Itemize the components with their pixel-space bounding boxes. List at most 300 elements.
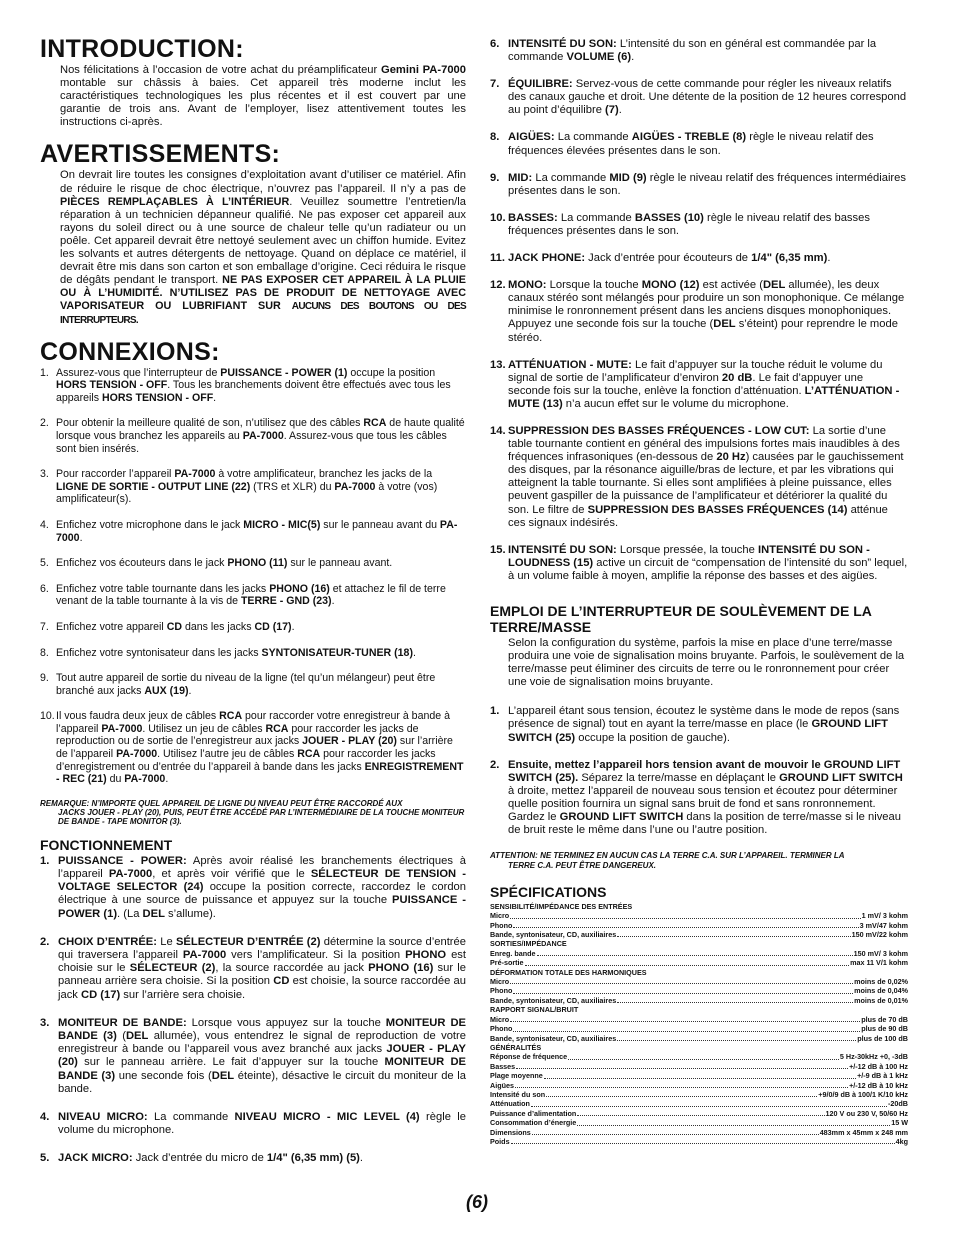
item-text xyxy=(508,359,908,411)
spec-row xyxy=(490,1128,908,1137)
spec-label: Puissance d’alimentation xyxy=(490,1108,577,1118)
bold-text: SÉLECTEUR DE TENSION - VOLTAGE SELECTOR (24) xyxy=(58,867,466,894)
spec-row xyxy=(490,911,908,920)
bold-text: 20 Hz xyxy=(716,451,746,464)
text-run: ) causées par le gauchissement des disques, par la résonance aiguille/bras de lecture, et par les vibrations qui atteignent la table tournante. Si elles sont amplifiées à pleine puissance, elles peuvent gaspiller de la puissance de l’amplificateur et détériorer la qualité du son. Le filtre de xyxy=(508,451,904,516)
spec-label: Pré-sortie xyxy=(490,958,524,968)
item-number: 10. xyxy=(40,710,55,723)
spec-group-title: GÉNÉRALITÉS xyxy=(490,1042,542,1052)
spec-value: moins de 0,01% xyxy=(854,995,908,1005)
text-run: s’éteint) pour reprendre le mode stéréo. xyxy=(508,318,898,344)
text-run: règle le niveau relatif des basses fréquences présentes dans le son. xyxy=(508,211,870,237)
text-run: La commande xyxy=(147,1110,235,1123)
connexion-step xyxy=(40,557,466,570)
text-run: sur l’arrière de l’appareil xyxy=(56,735,453,761)
spec-value: max 11 V/1 kohm xyxy=(850,958,908,968)
bold-text: JACK PHONE: xyxy=(508,252,586,265)
item-text xyxy=(508,705,908,744)
text-run: . xyxy=(188,684,192,697)
text-run: . xyxy=(631,51,635,64)
item-text xyxy=(56,417,466,455)
dot-leader xyxy=(617,930,850,937)
text-run: s’allume). xyxy=(164,907,216,920)
bold-text: MONO: xyxy=(508,279,547,292)
spec-label: Consommation d’énergie xyxy=(490,1118,577,1128)
connexion-step xyxy=(40,583,466,608)
item-text xyxy=(508,131,908,157)
operation-step xyxy=(40,1017,466,1096)
text-run: . xyxy=(359,1152,364,1165)
spec-row xyxy=(490,1090,908,1099)
item-text xyxy=(508,172,908,198)
text-run: dans les jacks xyxy=(182,620,255,633)
bold-text: PA-7000 xyxy=(334,480,376,493)
bold-text: PHONO (16) xyxy=(368,962,434,975)
text-run: est activée ( xyxy=(699,279,763,292)
text-run: . xyxy=(827,252,831,265)
dot-leader xyxy=(617,1034,856,1041)
dot-leader xyxy=(532,1128,819,1135)
bold-text: NE PAS EXPOSER CET APPAREIL À LA PLUIE OU À L’HUMIDITÉ. N’UTILISEZ PAS DE PRODUIT DE NETTOYAGE AVEC VAPORISATEUR OU LUBRIFIANT SUR xyxy=(60,274,467,313)
text-run: . Veuillez soumettre l’entretien/la réparation à un technicien dépanneur qualifié. Ne pas exposer cet appareil aux rayons du soleil direct ou à une source de chaleur telle qu’un radiateur ou un poêle. Cet appareil devrait être nettoyé seulement avec un chiffon humide. Evitez les solvants et autres détergents de nettoyage. Quand on déplace ce matériel, il devrait être mis dans son carton et son emballage d’origine. Ceci réduira le risque de dégâts pendant le transport. xyxy=(60,195,466,287)
item-number: 6. xyxy=(40,582,49,595)
dot-leader xyxy=(544,1071,856,1078)
bold-text: AUX (19) xyxy=(144,684,189,697)
text-run: Enfichez votre syntonisateur dans les jacks xyxy=(56,646,262,659)
bold-text: DEL xyxy=(211,1069,235,1082)
spec-value: +/-12 dB à 10 kHz xyxy=(849,1080,908,1090)
spec-group-title: RAPPORT SIGNAL/BRUIT xyxy=(490,1005,579,1015)
operation-step xyxy=(40,855,466,921)
text-run: On devrait lire toutes les consignes d’exploitation avant d’utiliser ce matériel. Afin de réduire le risque de choc électrique, n’ouvrez pas l’appareil. Il n’y a pas de xyxy=(60,169,466,195)
bold-text: PA-7000 xyxy=(108,867,153,880)
text-run: L’intensité du son en général est commandée par la commande xyxy=(508,38,877,64)
item-text xyxy=(58,1017,466,1096)
item-number: 1. xyxy=(490,705,500,718)
item-number: 10. xyxy=(490,211,506,224)
remark-line-2: JACKS JOUER - PLAY (20), PUIS, PEUT ÊTRE ACCÉDÉ PAR L’INTERMÉDIAIRE DE LA TOUCHE MONITEUR DE BANDE - TAPE MONITOR (3). xyxy=(58,808,465,827)
text-run: Il vous faudra deux jeux de câbles xyxy=(56,710,220,723)
dot-leader xyxy=(510,977,853,984)
spec-row xyxy=(490,986,908,995)
bold-text: PHONO xyxy=(405,948,447,961)
dot-leader xyxy=(513,921,858,928)
text-run: (TRS et XLR) du xyxy=(250,480,335,493)
text-run: . Utilisez l’autre jeu de câbles xyxy=(157,748,298,761)
bold-text: (7) xyxy=(605,104,619,117)
text-run: , et après voir vérifié que le xyxy=(152,867,311,880)
text-run: règle le niveau relatif des fréquences élevées présentes dans le son. xyxy=(508,131,874,157)
control-description xyxy=(490,38,908,64)
bold-text: PUISSANCE - POWER (1) xyxy=(220,366,348,379)
item-number: 13. xyxy=(490,358,506,371)
bold-text: HORS TENSION - OFF xyxy=(56,379,168,392)
bold-text: RCA xyxy=(297,748,321,761)
text-run: Lorsque la touche xyxy=(546,279,642,292)
bold-text: MID (9) xyxy=(609,171,647,184)
text-run: est choisie sur le xyxy=(58,948,466,975)
text-run: . Utilisez un jeu de câbles xyxy=(142,722,266,735)
ground-lift-steps xyxy=(490,705,908,837)
item-number: 9. xyxy=(490,171,500,184)
spec-value: +/-12 dB à 100 Hz xyxy=(849,1061,908,1071)
bold-text: INTENSITÉ DU SON - LOUDNESS (15) xyxy=(508,543,870,569)
spec-value: plus de 90 dB xyxy=(861,1024,908,1034)
bold-text: 20 dB xyxy=(721,371,753,384)
text-run: active un circuit de “compensation de l’intensité du son” lequel, à un volume faible à moyen, amplifie la réponse des basses et des aigües. xyxy=(508,556,908,582)
intro-heading: INTRODUCTION: xyxy=(40,35,244,63)
text-run: La commande xyxy=(554,131,632,144)
control-description xyxy=(490,359,908,411)
spec-row xyxy=(490,958,908,967)
bold-text: BASSES: xyxy=(508,211,558,224)
bold-text: RCA xyxy=(363,417,387,430)
spec-label: Phono xyxy=(490,1024,513,1034)
dot-leader xyxy=(577,1109,824,1116)
control-description xyxy=(490,252,908,265)
control-description xyxy=(490,131,908,157)
spec-row xyxy=(490,1015,908,1024)
dot-leader xyxy=(577,1118,890,1125)
dot-leader xyxy=(546,1090,817,1097)
bold-text: 1/4" (6,35 mm) xyxy=(751,252,828,265)
dot-leader xyxy=(516,1062,848,1069)
item-text xyxy=(58,1152,363,1165)
spec-row xyxy=(490,1062,908,1071)
text-run: à votre amplificateur, branchez les jacks de la xyxy=(215,468,433,481)
bold-text: GROUND LIFT SWITCH xyxy=(779,771,903,784)
spec-row xyxy=(490,996,908,1005)
bold-text: RCA xyxy=(265,722,289,735)
bold-text: PA-7000 xyxy=(174,468,216,481)
item-number: 3. xyxy=(40,468,49,481)
remark-line-1: REMARQUE: N’IMPORTE QUEL APPAREIL DE LIGNE DU NIVEAU PEUT ÊTRE RACCORDÉ AUX xyxy=(40,798,403,808)
item-text xyxy=(58,855,466,921)
text-run: pour raccorder votre enregistreur à bande à l’appareil xyxy=(56,710,450,735)
item-text xyxy=(508,759,908,838)
bold-text: 1/4" (6,35 mm) (5) xyxy=(266,1152,360,1165)
spec-value: plus de 100 dB xyxy=(857,1033,908,1043)
bold-text: PA-7000 xyxy=(124,773,166,786)
item-text xyxy=(508,78,908,117)
text-run: Tout autre appareil de sortie du niveau de la ligne (tel qu’un mélangeur) peut être branché aux jacks xyxy=(56,672,436,697)
spec-value: 483mm x 45mm x 248 mm xyxy=(819,1127,908,1137)
item-text xyxy=(56,621,466,634)
spec-value: 3 mV/47 kohm xyxy=(859,920,908,930)
bold-text: DEL xyxy=(142,907,165,920)
item-number: 14. xyxy=(490,424,506,437)
text-run: Enfichez vos écouteurs dans le jack xyxy=(56,557,228,570)
intro-text xyxy=(40,64,466,129)
text-run: , la source raccordée au jack xyxy=(215,962,369,975)
operation-step xyxy=(40,936,466,1002)
spec-label: Micro xyxy=(490,1014,510,1024)
item-text xyxy=(56,672,466,697)
bold-text: CHOIX D’ENTRÉE: xyxy=(58,935,157,948)
spec-label: Micro xyxy=(490,911,510,921)
text-run: . xyxy=(618,104,622,117)
dot-leader xyxy=(510,1015,860,1022)
text-run: est choisie, la source raccordée au jack xyxy=(58,975,466,1001)
item-text xyxy=(56,367,466,405)
item-number: 1. xyxy=(40,366,49,379)
bold-text: ATTÉNUATION - MUTE: xyxy=(508,358,632,371)
bold-text: SUPPRESSION DES BASSES FRÉQUENCES - LOW CUT: xyxy=(508,424,810,437)
bold-text: MID: xyxy=(508,171,533,184)
control-description xyxy=(490,425,908,530)
item-number: 2. xyxy=(40,935,50,948)
spec-label: Enreg. bande xyxy=(490,948,536,958)
bold-text: SYNTONISATEUR-TUNER (18) xyxy=(261,646,413,659)
bold-text: JACK MICRO: xyxy=(58,1152,133,1165)
text-run: . xyxy=(291,620,295,633)
text-run: pour raccorder les jacks de reproduction ou de sortie de l’enregistreur aux jacks xyxy=(56,722,419,748)
bold-text: SUPPRESSION DES BASSES FRÉQUENCES (14) xyxy=(587,503,848,516)
text-run: vers l’amplificateur. Si la position xyxy=(226,948,406,961)
bold-text: ÉQUILIBRE: xyxy=(508,78,573,91)
text-run: . Assurez-vous que tous les câbles sont bien insérés. xyxy=(56,429,447,455)
text-run: Enfichez votre table tournante dans les jacks xyxy=(56,582,270,595)
item-number: 8. xyxy=(40,646,49,659)
spec-label: Intensité du son xyxy=(490,1089,546,1099)
item-text xyxy=(56,647,466,660)
connexion-step xyxy=(40,367,466,405)
spec-label: Atténuation xyxy=(490,1099,530,1109)
text-run: à droite, mettez l’appareil de nouveau sous tension et écoutez pour déterminer quelle position fournira un signal sans bruit de fond et sans ronronnement. Gardez le xyxy=(508,784,898,824)
bold-text: PHONO (11) xyxy=(227,557,288,570)
text-run: . xyxy=(213,391,217,404)
dot-leader xyxy=(568,1052,839,1059)
spec-label: Phono xyxy=(490,920,513,930)
text-run: La sortie d’une table tournante contient en général des impulsions fortes mais inaudibles à des fréquences infrasoniques (en-dessous de xyxy=(508,424,900,464)
spec-label: Basses xyxy=(490,1061,516,1071)
item-number: 5. xyxy=(40,1152,50,1165)
connexions-list xyxy=(40,367,466,786)
text-run: éteinte), désactive le circuit du moniteur de la bande. xyxy=(58,1069,466,1095)
text-run: sur l’arrière sera choisie. xyxy=(120,988,246,1001)
item-number: 2. xyxy=(490,758,500,771)
text-run: . (La xyxy=(117,907,143,920)
bold-text: RCA xyxy=(219,710,243,723)
dot-leader xyxy=(515,1081,848,1088)
warnings-heading: AVERTISSEMENTS: xyxy=(40,140,281,169)
text-run: sur le panneau arrière sera choisie. Si la position xyxy=(58,962,466,988)
item-text xyxy=(56,557,466,570)
bold-text: HORS TENSION - OFF xyxy=(101,391,214,404)
bold-text: MONITEUR DE BANDE (3) xyxy=(58,1056,466,1082)
spec-label: Réponse de fréquence xyxy=(490,1052,568,1062)
text-run: règle le niveau relatif des fréquences intermédiaires présentes dans le son. xyxy=(508,171,906,197)
text-run: . xyxy=(79,531,83,544)
bold-text: TERRE - GND (23) xyxy=(240,595,332,608)
connexion-step xyxy=(40,710,466,786)
bold-text: DEL xyxy=(713,318,736,331)
control-description xyxy=(490,172,908,198)
text-run: Assurez-vous que l’interrupteur de xyxy=(56,366,221,379)
bold-text: MONITEUR DE BANDE (3) xyxy=(58,1016,466,1042)
spec-value: plus de 70 dB xyxy=(861,1014,908,1024)
text-run: Le xyxy=(156,935,176,948)
fonctionnement-heading: FONCTIONNEMENT xyxy=(40,836,173,853)
connexion-step xyxy=(40,621,466,634)
text-run: du xyxy=(106,773,125,786)
bold-text: SÉLECTEUR (2) xyxy=(129,962,216,975)
spec-row xyxy=(490,1118,908,1127)
bold-text: NIVEAU MICRO - MIC LEVEL (4) xyxy=(234,1110,420,1123)
bold-text: INTENSITÉ DU SON: xyxy=(508,543,617,556)
bold-text: PA-7000 xyxy=(101,722,143,735)
bold-text: PA-7000 xyxy=(182,948,227,961)
text-run: montable sur châssis à baies. Cet appareil très moderne inclut les caractéristiques technologiques les plus récentes et il est couvert par une garantie de trois ans. Avant de l’employer, lisez attentivement toutes les instructions ci-après. xyxy=(60,77,466,129)
bold-text: PA-7000 xyxy=(116,748,158,761)
bold-text: PUISSANCE - POWER: xyxy=(58,854,187,867)
operation-step xyxy=(40,1152,466,1165)
spec-row xyxy=(490,1081,908,1090)
dot-leader xyxy=(531,1099,887,1106)
bold-text: LIGNE DE SORTIE - OUTPUT LINE (22) xyxy=(56,480,251,493)
spec-row xyxy=(490,977,908,986)
text-run: . Tous les branchements doivent être effectués avec tous les appareils xyxy=(56,379,451,404)
dot-leader xyxy=(617,996,853,1003)
spec-group-title: SENSIBILITÉ/IMPÉDANCE DES ENTRÉES xyxy=(490,901,633,911)
item-text xyxy=(508,425,908,530)
text-run: dans la position de terre/masse si le niveau de bruit reste le même dans l’une ou l’autre position. xyxy=(508,811,901,837)
ground-lift-heading: EMPLOI DE L’INTERRUPTEUR DE SOULÈVEMENT DE LA TERRE/MASSE xyxy=(490,603,872,635)
bold-text: DEL xyxy=(125,1029,149,1042)
spec-row xyxy=(490,1099,908,1108)
dot-leader xyxy=(525,958,850,965)
item-text xyxy=(56,468,466,506)
text-run: . xyxy=(331,595,335,608)
spec-label: Dimensions xyxy=(490,1127,531,1137)
spec-row xyxy=(490,1052,908,1061)
bold-text: SÉLECTEUR D’ENTRÉE (2) xyxy=(175,935,321,948)
bold-text: PA-7000 xyxy=(56,518,458,544)
connexion-step xyxy=(40,647,466,660)
text-run: occupe la position xyxy=(347,366,436,379)
bold-text: MICRO - MIC(5) xyxy=(243,518,321,531)
text-run: . Le fait d’appuyer une seconde fois sur la touche, enlève la fonction d’atténuation. xyxy=(508,371,864,397)
item-text xyxy=(56,710,466,786)
spec-row xyxy=(490,1034,908,1043)
item-number: 15. xyxy=(490,543,506,556)
bold-text: JOUER - PLAY (20) xyxy=(58,1043,466,1069)
text-run: ( xyxy=(116,1029,126,1042)
spec-label: Micro xyxy=(490,977,510,987)
bold-text: NIVEAU MICRO: xyxy=(58,1110,148,1123)
spec-label: Plage moyenne xyxy=(490,1071,543,1081)
control-description xyxy=(490,78,908,117)
attention-line-2: TERRE C.A. PEUT ÊTRE DANGEREUX. xyxy=(508,860,657,870)
warnings-text xyxy=(40,169,466,326)
bold-text: PA-7000 xyxy=(242,429,284,442)
bold-text: PIÈCES REMPLAÇABLES À L’INTÉRIEUR xyxy=(60,195,290,208)
text-run: n’a aucun effet sur le volume du microphone. xyxy=(562,397,789,410)
bold-text: CD (17) xyxy=(81,988,121,1001)
connexion-step xyxy=(40,468,466,506)
spec-label: Poids xyxy=(490,1136,510,1146)
item-number: 5. xyxy=(40,557,49,570)
control-description xyxy=(490,212,908,238)
spec-group-title: SORTIES/IMPÉDANCE xyxy=(490,939,567,949)
bold-text: MONO (12) xyxy=(641,279,700,292)
connexion-step xyxy=(40,519,466,544)
spec-value: +9/0/9 dB à 100/1 K/10 kHz xyxy=(818,1089,908,1099)
control-description xyxy=(490,279,908,344)
text-run: sur le panneau avant. xyxy=(287,557,393,570)
bold-text: MONITEUR DE BANDE: xyxy=(58,1016,187,1029)
text-run: Après avoir réalisé les branchements électriques à l’appareil xyxy=(58,854,466,880)
connexion-step xyxy=(40,672,466,697)
specs-table xyxy=(490,902,908,1147)
text-run: . xyxy=(165,773,169,786)
text-run: Nos félicitations à l’occasion de votre achat du préamplificateur xyxy=(60,64,381,76)
text-run: allumée), les deux canaux stéréo sont mélangés pour produire un son monophonique. Ce mélange minimise le ronronnement présent dans les anciens disques monophoniques. Appuyez une seconde fois sur la touche ( xyxy=(508,279,905,331)
text-run: Lorsque pressée, la touche xyxy=(616,543,758,556)
dot-leader xyxy=(513,1024,860,1031)
spec-row xyxy=(490,921,908,930)
text-run: une seconde fois ( xyxy=(115,1069,212,1082)
text-run: règle le volume du microphone. xyxy=(58,1110,466,1137)
spec-label: Bande, syntonisateur, CD, auxiliaires xyxy=(490,995,617,1005)
connexions-heading: CONNEXIONS: xyxy=(40,337,220,366)
spec-row xyxy=(490,1109,908,1118)
text-run: Jack d’entrée pour écouteurs de xyxy=(585,252,752,265)
text-run: Enfichez votre microphone dans le jack xyxy=(56,518,244,531)
spec-value: moins de 0,04% xyxy=(854,986,908,996)
attention-line-1: ATTENTION: NE TERMINEZ EN AUCUN CAS LA TERRE C.A. SUR L’APPAREIL. TERMINER LA xyxy=(490,851,845,861)
bold-text: VOLUME (6) xyxy=(566,51,632,64)
spec-value: 150 mV/ 3 kohm xyxy=(853,948,908,958)
text-run: Lorsque vous appuyez sur la touche xyxy=(186,1016,386,1029)
item-number: 7. xyxy=(40,620,49,633)
text-run: occupe la position de gauche). xyxy=(575,731,730,744)
text-run: . xyxy=(412,646,416,659)
text-run: à votre (vos) amplificateur(s). xyxy=(56,480,438,506)
bold-text: AUCUNS DES BOUTONS OU DES INTERRUPTEURS. xyxy=(60,301,466,326)
bold-text: PUISSANCE - POWER (1) xyxy=(58,894,467,920)
item-number: 3. xyxy=(40,1016,50,1029)
spec-label: Aigües xyxy=(490,1080,514,1090)
bold-text: CD xyxy=(166,620,183,633)
text-run: pour raccorder les jacks d’enregistrement ou d’entrée du l’appareil à bande dans les jacks xyxy=(56,748,436,773)
item-text xyxy=(56,583,466,608)
spec-row xyxy=(490,1071,908,1080)
item-number: 7. xyxy=(490,78,500,91)
spec-value: 120 V ou 230 V, 50/60 Hz xyxy=(825,1108,908,1118)
bold-text: PHONO (16) xyxy=(269,582,330,595)
item-text xyxy=(58,1111,466,1137)
ground-lift-step xyxy=(490,759,908,838)
spec-value: +/-9 dB à 1 kHz xyxy=(857,1071,908,1081)
bold-text: JOUER - PLAY (20) xyxy=(302,735,397,748)
text-run: sur le panneau avant du xyxy=(320,518,440,531)
connexion-step xyxy=(40,417,466,455)
item-number: 2. xyxy=(40,417,49,430)
bold-text: Gemini PA-7000 xyxy=(381,64,466,76)
ground-lift-step xyxy=(490,705,908,744)
spec-value: moins de 0,02% xyxy=(854,977,908,987)
right-column xyxy=(490,38,908,1146)
specs-heading: SPÉCIFICATIONS xyxy=(490,883,607,900)
text-run: Enfichez votre appareil xyxy=(56,620,167,633)
text-run: sur le panneau arrière. Le fait d’appuyer sur la touche xyxy=(77,1056,385,1069)
operation-step xyxy=(40,1111,466,1137)
text-run: L’appareil étant sous tension, écoutez le système dans le mode de repos (sans présence de signal) tout en ayant la terre/masse en place (le xyxy=(508,705,900,731)
spec-value: 4kg xyxy=(895,1136,908,1146)
text-run: Pour raccorder l’appareil xyxy=(56,468,175,481)
text-run: allumée), vous entendrez le signal de reproduction de votre enregistreur à bande ou l’appareil vous avez branché aux jacks xyxy=(58,1029,466,1056)
